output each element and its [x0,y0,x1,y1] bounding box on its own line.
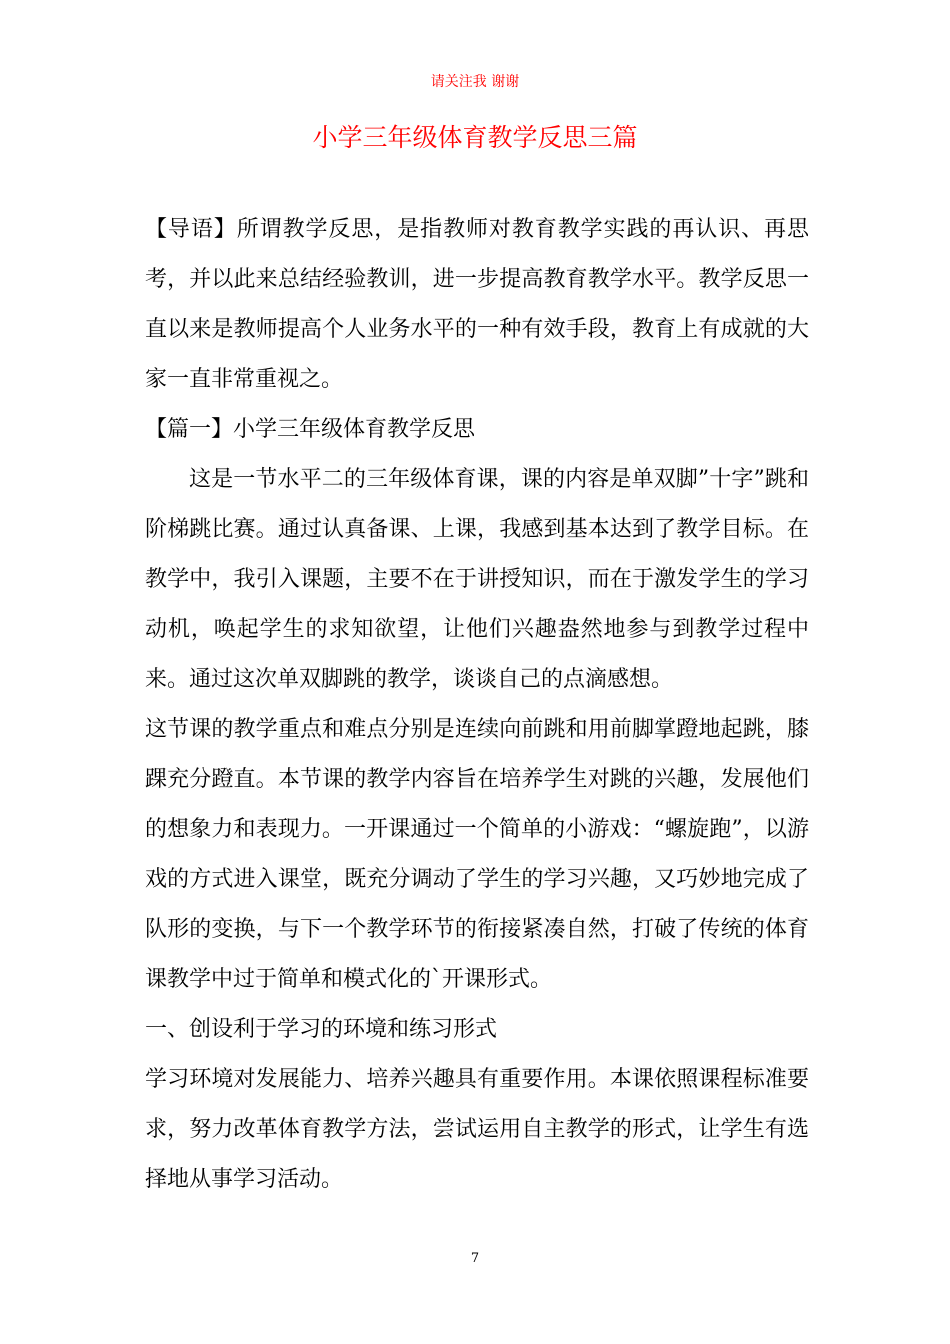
document-body [145,205,809,1205]
body-paragraph: 这是一节水平二的三年级体育课，课的内容是单双脚”十字”跳和阶梯跳比赛。通过认真备课、上课，我感到基本达到了教学目标。在教学中，我引入课题，主要不在于讲授知识，而在于激发学生的学习动机，唤起学生的求知欲望，让他们兴趣盎然地参与到教学过程中来。通过这次单双脚跳的教学，谈谈自己的点滴感想。 [145,467,809,692]
page-number: 7 [470,1251,480,1266]
body-paragraph: 学习环境对发展能力、培养兴趣具有重要作用。本课依照课程标准要求，努力改革体育教学方法，尝试运用自主教学的形式，让学生有选择地从事学习活动。 [145,1067,809,1192]
section-heading-part-one: 【篇一】小学三年级体育教学反思 [145,417,476,442]
subsection-heading: 一、创设利于学习的环境和练习形式 [145,1017,498,1042]
document-title: 小学三年级体育教学反思三篇 [312,123,638,152]
intro-paragraph: 【导语】所谓教学反思，是指教师对教育教学实践的再认识、再思考，并以此来总结经验教训，进一步提高教育教学水平。教学反思一直以来是教师提高个人业务水平的一种有效手段，教育上有成就的大家一直非常重视之。 [145,217,809,392]
header-note: 请关注我 谢谢 [430,74,520,90]
body-paragraph: 这节课的教学重点和难点分别是连续向前跳和用前脚掌蹬地起跳，膝踝充分蹬直。本节课的教学内容旨在培养学生对跳的兴趣，发展他们的想象力和表现力。一开课通过一个简单的小游戏：“螺旋跑”，以游戏的方式进入课堂，既充分调动了学生的学习兴趣，又巧妙地完成了队形的变换，与下一个教学环节的衔接紧凑自然，打破了传统的体育课教学中过于简单和模式化的`开课形式。 [145,717,809,992]
